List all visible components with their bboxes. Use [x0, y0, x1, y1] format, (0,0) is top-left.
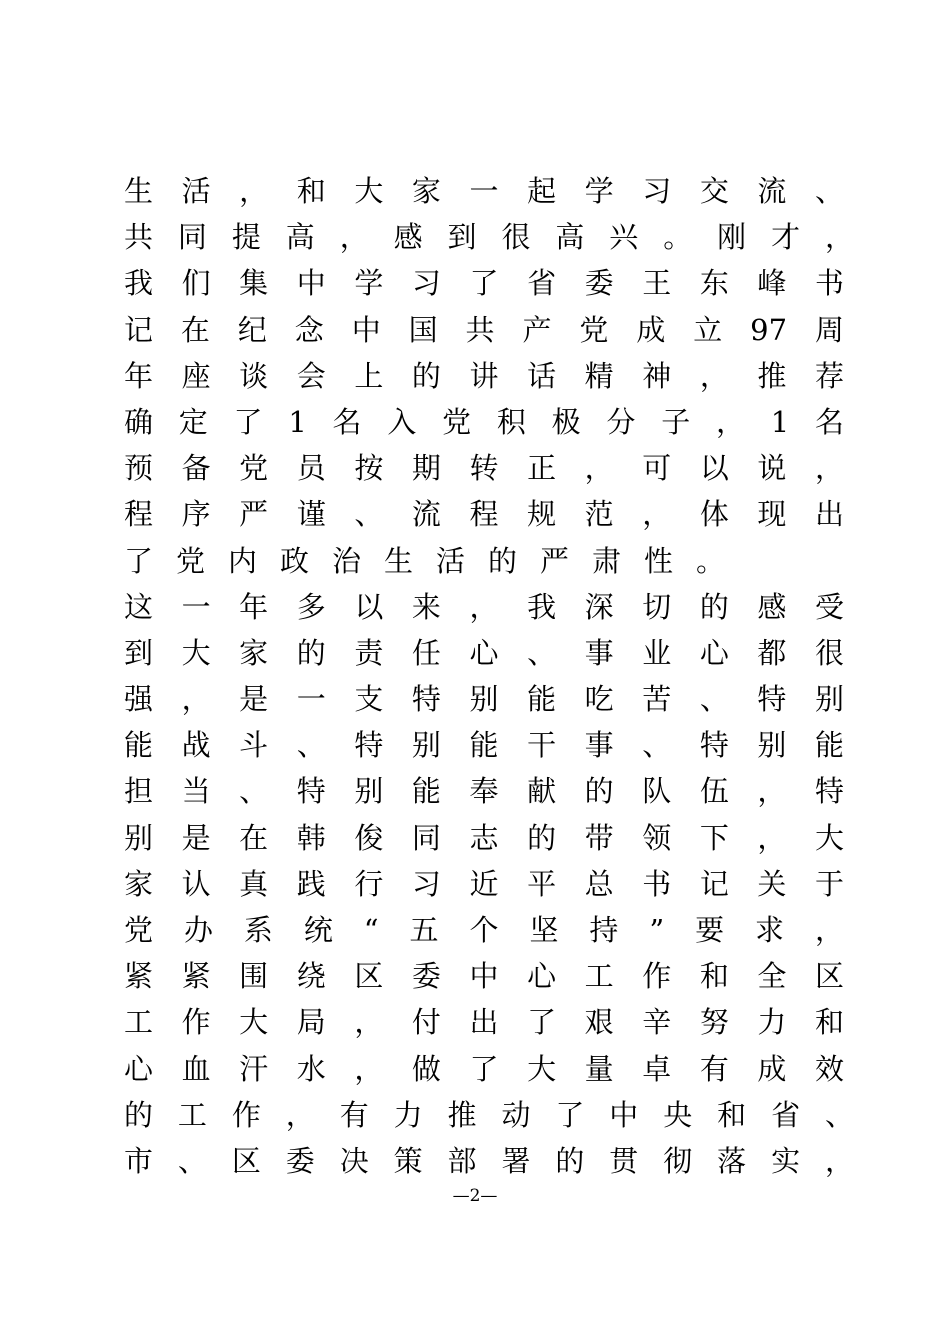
body-text — [124, 168, 854, 1184]
text-line: 市、区委决策部署的贯彻落实， — [124, 1143, 854, 1178]
page-number: —2— — [452, 1186, 498, 1206]
text-line: 程序严谨、流程规范，体现出 — [124, 497, 844, 532]
text-line: 工作大局，付出了艰辛努力和 — [124, 1005, 844, 1040]
text-line: 紧紧围绕区委中心工作和全区 — [124, 959, 844, 994]
text-line: 能战斗、特别能干事、特别能 — [124, 728, 844, 763]
text-line: 的工作，有力推动了中央和省、 — [124, 1097, 854, 1132]
text-line: 到大家的责任心、事业心都很 — [124, 635, 844, 670]
text-line: 我们集中学习了省委王东峰书 — [124, 266, 844, 301]
text-line: 确定了1名入党积极分子，1名 — [124, 404, 844, 439]
text-line: 强，是一支特别能吃苦、特别 — [124, 682, 844, 717]
text-line: 家认真践行习近平总书记关于 — [124, 866, 844, 901]
text-line: 了党内政治生活的严肃性。 — [124, 543, 749, 578]
text-line: 记在纪念中国共产党成立97周 — [124, 312, 844, 347]
text-line: 这一年多以来，我深切的感受 — [124, 589, 844, 624]
text-line: 心血汗水，做了大量卓有成效 — [124, 1051, 844, 1086]
text-line: 党办系统“五个坚持”要求， — [124, 913, 844, 947]
text-line: 共同提高，感到很高兴。刚才， — [124, 220, 854, 255]
text-line: 担当、特别能奉献的队伍，特 — [124, 774, 844, 809]
text-line: 生活，和大家一起学习交流、 — [124, 174, 844, 208]
text-line: 预备党员按期转正，可以说， — [124, 451, 844, 486]
text-line: 年座谈会上的讲话精神，推荐 — [124, 358, 844, 393]
text-line: 别是在韩俊同志的带领下，大 — [124, 820, 844, 855]
